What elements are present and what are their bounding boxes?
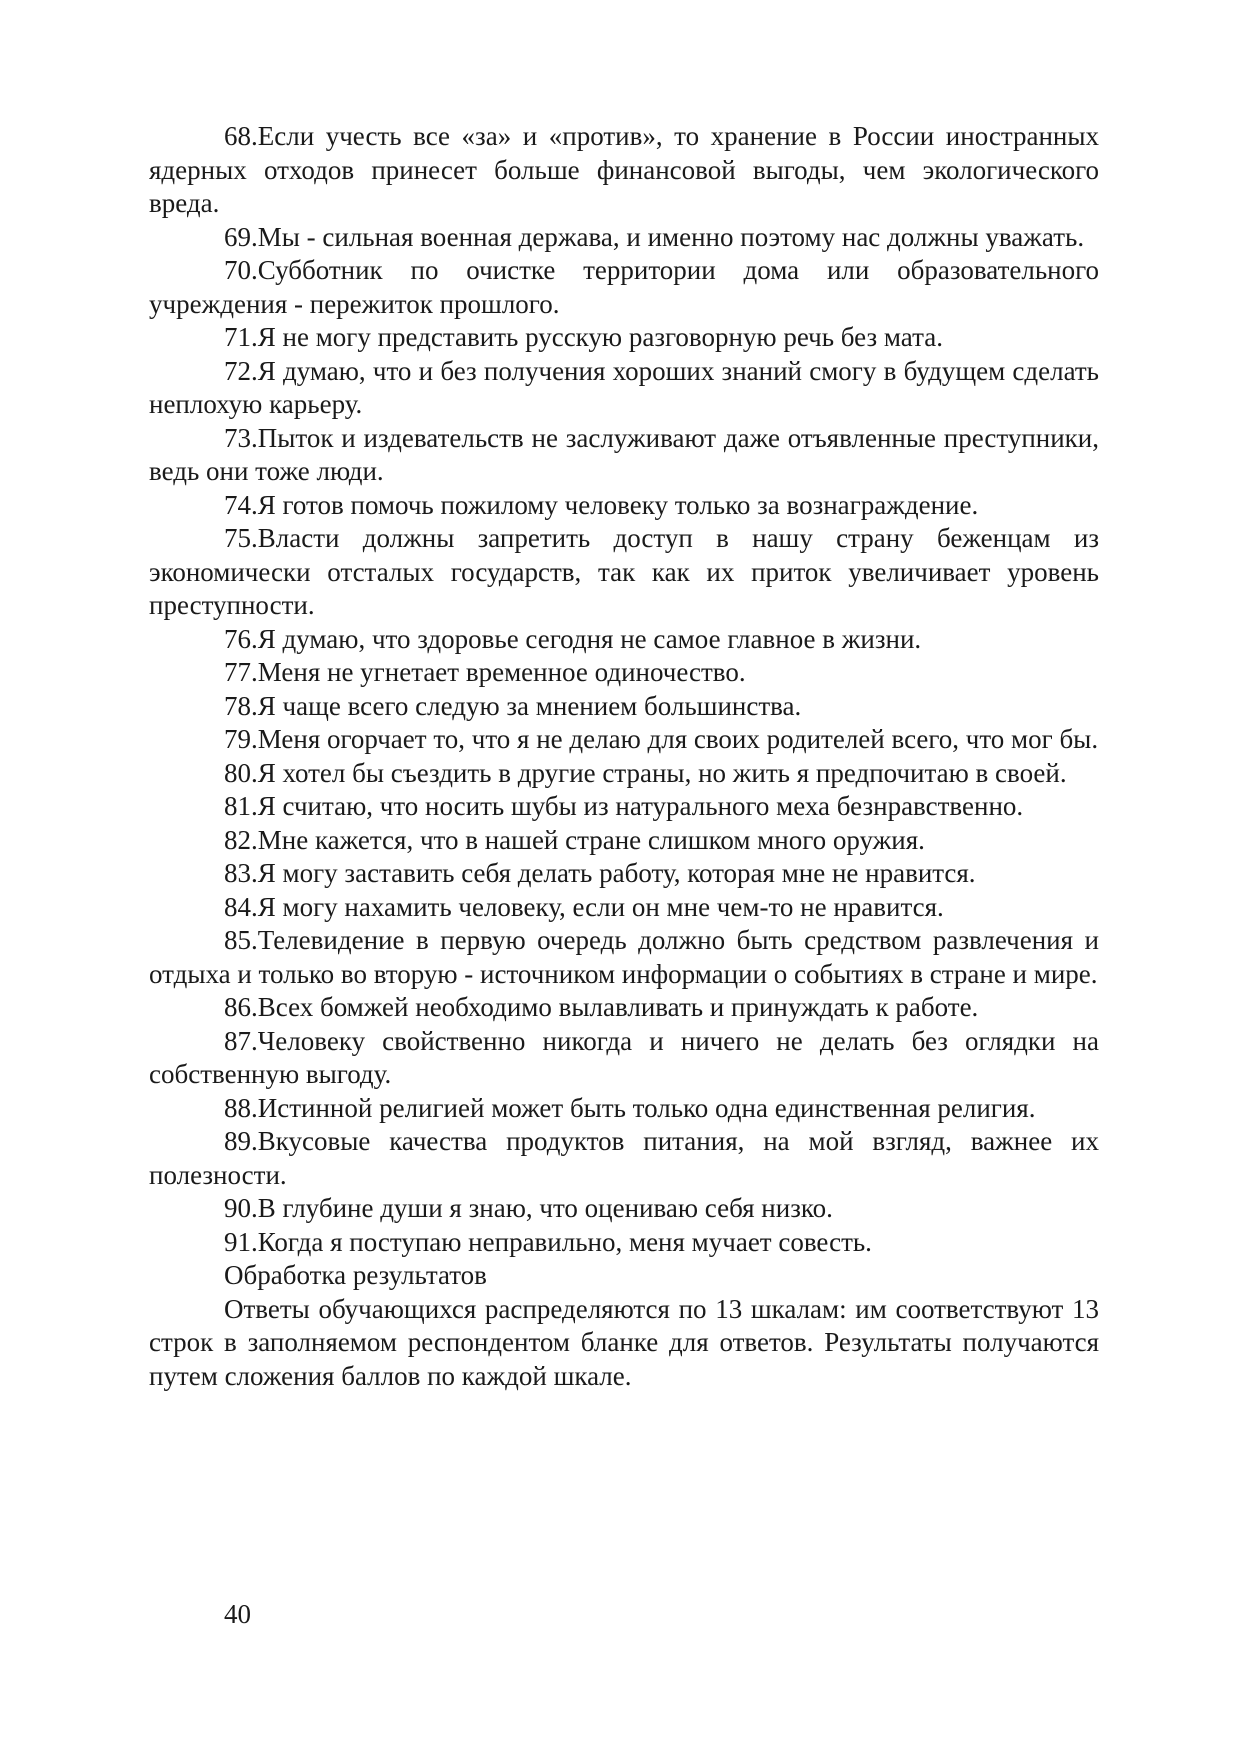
questionnaire-item-90: 90.В глубине души я знаю, что оцениваю себя низко. bbox=[224, 1193, 833, 1223]
questionnaire-item-82: 82.Мне кажется, что в нашей стране слишком много оружия. bbox=[224, 824, 925, 855]
questionnaire-item-69: 69.Мы - сильная военная держава, и именно поэтому нас должны уважать. bbox=[224, 221, 1085, 252]
page-body bbox=[149, 120, 1099, 1393]
questionnaire-item-85: 85.Телевидение в первую очередь должно быть средством развлечения и отдыха и только во вторую - источником информации о событиях в стране и мире. bbox=[149, 925, 1099, 989]
questionnaire-item-70: 70.Субботник по очистке территории дома или образовательного учреждения - пережиток прошлого. bbox=[149, 255, 1099, 319]
questionnaire-item-80: 80.Я хотел бы съездить в другие страны, но жить я предпочитаю в своей. bbox=[224, 757, 1067, 788]
questionnaire-item-91: 91.Когда я поступаю неправильно, меня мучает совесть. bbox=[224, 1226, 872, 1257]
questionnaire-item-68: 68.Если учесть все «за» и «против», то хранение в России иностранных ядерных отходов принесет больше финансовой выгоды, чем экологического вреда. bbox=[149, 121, 1099, 218]
questionnaire-item-71: 71.Я не могу представить русскую разговорную речь без мата. bbox=[224, 322, 943, 352]
questionnaire-item-84: 84.Я могу нахамить человеку, если он мне чем-то не нравится. bbox=[224, 891, 944, 922]
questionnaire-item-89: 89.Вкусовые качества продуктов питания, на мой взгляд, важнее их полезности. bbox=[149, 1126, 1099, 1190]
questionnaire-item-77: 77.Меня не угнетает временное одиночество. bbox=[224, 657, 746, 687]
questionnaire-item-86: 86.Всех бомжей необходимо вылавливать и принуждать к работе. bbox=[224, 992, 979, 1022]
questionnaire-item-74: 74.Я готов помочь пожилому человеку только за вознаграждение. bbox=[224, 489, 979, 520]
section-paragraph: Ответы обучающихся распределяются по 13 шкалам: им соответствуют 13 строк в заполняемом респондентом бланке для ответов. Результаты получаются путем сложения баллов по каждой шкале. bbox=[149, 1293, 1099, 1391]
questionnaire-item-81: 81.Я считаю, что носить шубы из натурального меха безнравственно. bbox=[224, 791, 1024, 821]
page-number: 40 bbox=[224, 1599, 251, 1629]
questionnaire-item-78: 78.Я чаще всего следую за мнением большинства. bbox=[224, 690, 802, 721]
questionnaire-item-87: 87.Человеку свойственно никогда и ничего не делать без оглядки на собственную выгоду. bbox=[149, 1025, 1099, 1089]
questionnaire-item-73: 73.Пыток и издевательств не заслуживают даже отъявленные преступники, ведь они тоже люди. bbox=[149, 422, 1099, 486]
section-heading: Обработка результатов bbox=[224, 1260, 487, 1290]
questionnaire-item-79: 79.Меня огорчает то, что я не делаю для своих родителей всего, что мог бы. bbox=[224, 724, 1099, 754]
questionnaire-item-88: 88.Истинной религией может быть только одна единственная религия. bbox=[224, 1092, 1036, 1123]
questionnaire-item-75: 75.Власти должны запретить доступ в нашу страну беженцам из экономически отсталых государств, так как их приток увеличивает уровень преступности. bbox=[149, 523, 1099, 620]
questionnaire-item-72: 72.Я думаю, что и без получения хороших знаний смогу в будущем сделать неплохую карьеру. bbox=[149, 355, 1099, 419]
questionnaire-item-76: 76.Я думаю, что здоровье сегодня не самое главное в жизни. bbox=[224, 623, 922, 654]
questionnaire-item-83: 83.Я могу заставить себя делать работу, которая мне не нравится. bbox=[224, 858, 976, 888]
